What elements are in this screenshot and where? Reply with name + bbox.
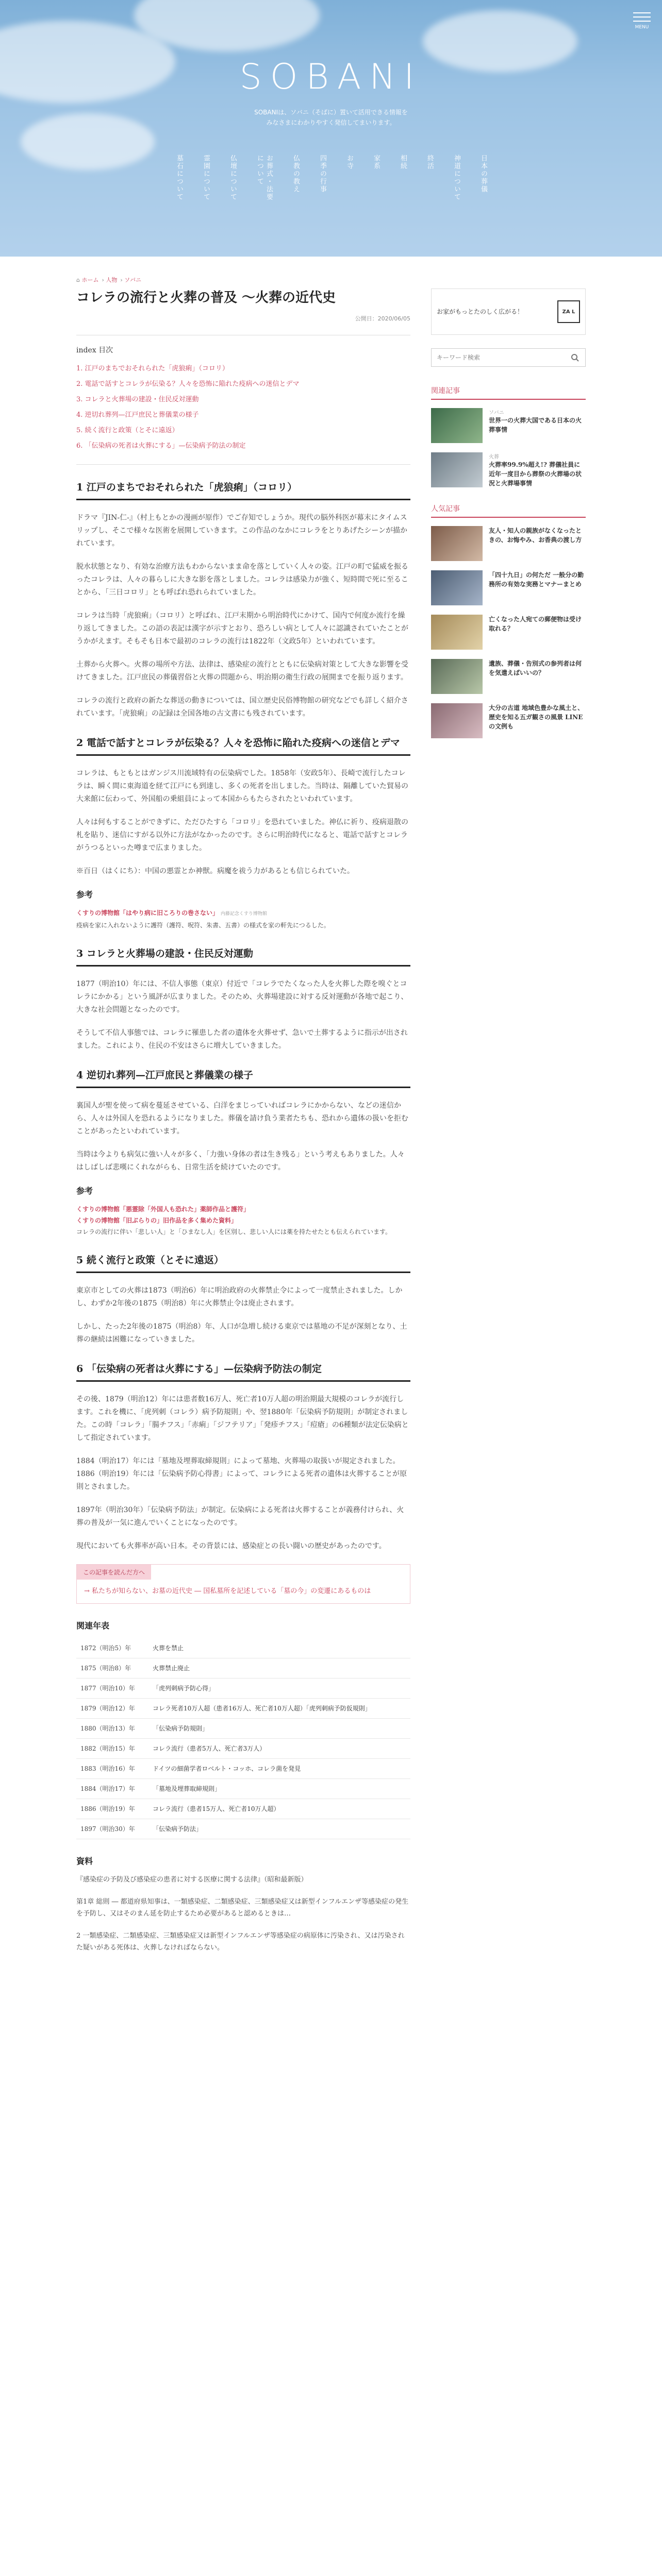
hamburger-icon	[633, 12, 651, 13]
article	[76, 289, 410, 1964]
ad-banner[interactable]	[431, 289, 586, 335]
reference-source: 内藤記念くすり博物館	[220, 911, 267, 917]
thumbnail	[431, 526, 483, 561]
thumbnail	[431, 570, 483, 605]
paragraph: 裏国人が聖を使って病を蔓延させている、白洋をまじっていればコレラにかからない、などの迷信から、人々は外国人を恐れるようになりました。葬儀を請け負う業者たちも、恐れから遺体の扱いを拒むことがあったといわれています。	[76, 1101, 408, 1136]
reference-block	[76, 907, 410, 931]
paragraph: 脱水状態となり、有効な治療方法もわからないまま命を落としていく人々の姿。江戸の町で猛威を振るったコレラは、人々の暮らしに大きな影を落としました。コレラは感染力が強く、短時間で死に至ることから、「三日コロリ」とも呼ばれ恐れられていました。	[76, 563, 408, 597]
breadcrumb-sub[interactable]: ソバニ	[124, 277, 142, 283]
popular-card[interactable]: 友人・知人の親族がなくなったときの、お悔やみ、お香典の渡し方	[431, 526, 586, 561]
site-logo[interactable]: SOBANI	[239, 57, 423, 97]
nav-item[interactable]: 日本の葬儀	[479, 155, 487, 193]
reference-text: コレラの流行に伴い「悲しい人」と「ひまなし人」を区別し、悲しい人には薬を持たせたとも伝えられています。	[76, 1228, 392, 1235]
paragraph: その後、1879（明治12）年には患者数16万人、死亡者10万人超の明治期最大規模のコレラが流行します。これを機に、「虎列刺（コレラ）病予防規則」や、翌1880年「伝染病予防規則」が制定されました。この時「コレラ」「腸チフス」「赤痢」「ジフテリア」「発疹チフス」「痘瘡」の6種類が法定伝染病として指定されています。	[76, 1395, 409, 1442]
popular-card[interactable]: 大分の古道 地域色豊かな風土と、歴史を知る五ガ観さの風景 LINEの文例も	[431, 703, 586, 738]
table-row: 1877（明治10）年 「虎列刺病予防心得」	[76, 1679, 410, 1699]
nav-item[interactable]: 神道について	[453, 155, 460, 201]
toc-link[interactable]: 2. 電話で話すとコレラが伝染る？人々を恐怖に陥れた疫病への迷信とデマ	[76, 380, 300, 388]
table-row: 1880（明治13）年 「伝染病予防規則」	[76, 1719, 410, 1739]
section-heading: 5 続く流行と政策（とそに遠返）	[76, 1253, 410, 1273]
related-heading: 関連記事	[431, 385, 586, 400]
table-row: 1872（明治5）年 火葬を禁止	[76, 1638, 410, 1658]
paragraph: 1877（明治10）年には、不信人事態（東京）付近で「コレラでたくなった人を火葬した際を嗅ぐとコレラにかかる」という風評が広まりました。そのため、火葬場建設に対する反対運動が各地で起こり、大きな社会問題となったのです。	[76, 980, 408, 1014]
reference-text: 疫病を家に入れないように護符（護符、呪符、朱書、五書）の様式を家の軒先につるした。	[76, 922, 330, 929]
popular-heading: 人気記事	[431, 503, 586, 518]
history-table	[76, 1638, 410, 1839]
nav-item[interactable]: 仏教の教え	[292, 155, 300, 193]
sidebar	[431, 289, 586, 748]
nav-item[interactable]: お寺	[345, 155, 353, 170]
table-of-contents	[76, 335, 410, 465]
breadcrumb: ⌂ ホーム › 人物 › ソバニ	[76, 277, 142, 283]
section-heading: 2 電話で話すとコレラが伝染る？人々を恐怖に陥れた疫病への迷信とデマ	[76, 736, 410, 756]
paragraph: ドラマ『JIN-仁-』（村上もとかの漫画が原作）でご存知でしょうか。現代の脳外科医が幕末にタイムスリップし、そこで様々な医術を展開していきます。この作品のなかにコレラをとりあげたシーンが描かれています。	[76, 514, 408, 548]
breadcrumb-category[interactable]: 人物	[106, 277, 118, 283]
nav-item[interactable]: 相続	[399, 155, 407, 170]
related-box-label: この記事を読んだ方へ	[77, 1565, 151, 1580]
table-row: 1883（明治16）年 ドイツの細菌学者ロベルト・コッホ、コレラ菌を発見	[76, 1759, 410, 1779]
reference-block	[76, 1204, 410, 1238]
section-heading: 6 「伝染病の死者は火葬にする」—伝染病予防法の制定	[76, 1362, 410, 1382]
breadcrumb-home[interactable]: ホーム	[81, 277, 99, 283]
reference-heading: 参考	[76, 1186, 93, 1196]
menu-label: MENU	[635, 25, 649, 30]
nav-item[interactable]: お葬式・法要について	[256, 155, 273, 201]
toc-title: index 目次	[76, 346, 113, 354]
source-item: 第1章 総則 ― 都道府県知事は、一類感染症、二類感染症、三類感染症又は新型インフルエンザ等感染症の発生を予防し、又はそのまん延を防止するため必要があると認めるときは…	[76, 1898, 409, 1918]
paragraph: 土葬から火葬へ。火葬の場所や方法、法律は、感染症の流行とともに伝染病対策として大きな影響を受けてきました。江戸庶民の葬儀習俗と火葬の問題から、明治期の衛生行政の展開までを振り返ります。	[76, 660, 408, 682]
hero-banner	[0, 0, 662, 257]
paragraph: 1884（明治17）年には「墓地及埋葬取締規則」によって墓地、火葬場の取扱いが規定されました。1886（明治19）年には「伝染病予防心得書」によって、コレラによる死者の遺体は火葬することが原則とされました。	[76, 1457, 407, 1491]
paragraph: そうして不信人事態では、コレラに罹患した者の遺体を火葬せず、急いで土葬するように指示が出されました。これにより、住民の不安はさらに増大していきました。	[76, 1029, 408, 1050]
reference-link[interactable]: くすりの博物館「旧ぶらりの」旧作品を多く集めた資料」	[76, 1217, 238, 1224]
search-box	[431, 348, 586, 367]
toc-link[interactable]: 4. 逆切れ葬列—江戸庶民と葬儀業の様子	[76, 411, 199, 419]
reference-link[interactable]: くすりの博物館「はやり病に旧ころりの巻さない」	[76, 909, 219, 917]
nav-item[interactable]: 家系	[372, 155, 380, 170]
popular-card[interactable]: 亡くなった人宛ての郵便物は受け取れる？	[431, 615, 586, 650]
history-title: 関連年表	[76, 1621, 110, 1631]
paragraph: コレラは当時「虎狼痢」（コロリ）と呼ばれ、江戸末期から明治時代にかけて、国内で何度か流行を繰り返してきました。この語の表記は漢字が示すとおり、恐ろしい病として人々に認識されていたことがうかがえます。そもそも日本で最初のコレラの流行は1822年（文政5年）といわれています。	[76, 612, 408, 646]
paragraph: ※百日（はくにち）：中国の悪霊とか神獣。病魔を祓う力があるとも信じられていた。	[76, 867, 354, 875]
reference-heading: 参考	[76, 890, 93, 900]
toc-link[interactable]: 1. 江戸のまちでおそれられた「虎狼痢」（コロリ）	[76, 365, 229, 372]
toc-link[interactable]: 5. 続く流行と政策（とそに遠返）	[76, 427, 179, 434]
nav-item[interactable]: 墓石について	[175, 155, 183, 201]
related-card[interactable]: ソバニ 世界一の火葬大国である日本の火葬事情	[431, 408, 586, 443]
thumbnail	[431, 703, 483, 738]
thumbnail	[431, 615, 483, 650]
tagline-line-1: SOBANIは、ソバニ（そばに）置いて活用できる情報を	[254, 109, 408, 116]
paragraph: 現代においても火葬率が高い日本。その背景には、感染症との長い闘いの歴史があったのです。	[76, 1542, 386, 1550]
ad-text: お家がもっとたのしく広がる！	[437, 308, 524, 315]
toc-link[interactable]: 6. 「伝染病の死者は火葬にする」—伝染病予防法の制定	[76, 442, 246, 450]
thumbnail	[431, 408, 483, 443]
paragraph: しかし、たった2年後の1875（明治8）年、人口が急増し続ける東京では墓地の不足が深刻となり、土葬の継続は困難になっていきました。	[76, 1323, 407, 1344]
tagline-line-2: みなさまにわかりやすく発信してまいります。	[266, 119, 396, 126]
nav-item[interactable]: 四季の行事	[319, 155, 326, 193]
related-card[interactable]: 火葬 火葬率99.9%超え!? 葬儀社員に近年一度目から葬祭の火葬場の状況と火葬場事情	[431, 452, 586, 488]
related-article-box	[76, 1564, 410, 1604]
sources-list	[76, 1874, 410, 1954]
paragraph: コレラの流行と政府の新たな葬送の動きについては、国立歴史民俗博物館の研究などでも詳しく紹介されています。「虎狼痢」の記録は全国各地の古文書にも残されています。	[76, 697, 408, 718]
search-input[interactable]	[432, 349, 565, 366]
sources-title: 資料	[76, 1856, 93, 1866]
menu-button[interactable]	[633, 9, 651, 30]
paragraph: コレラは、もともとはガンジス川流域特有の伝染病でした。1858年（安政5年）、長崎で流行したコレラは、瞬く間に東海道を経て江戸にも到達し、多くの死者を出しました。当時は、隔離していた貿易の大来館に伝わって、外国船の乗組員によって本国からもたらされたといわれています。	[76, 769, 408, 803]
publish-date: 公開日：2020/06/05	[355, 315, 410, 322]
thumbnail	[431, 659, 483, 694]
table-row: 1882（明治15）年 コレラ流行（患者5万人、死亡者3万人）	[76, 1739, 410, 1759]
table-row: 1897（明治30）年 「伝染病予防法」	[76, 1819, 410, 1839]
reference-link[interactable]: くすりの博物館「悪霊除「外国人も恐れた」薬師作品と護符」	[76, 1206, 250, 1213]
thumbnail	[431, 452, 483, 487]
nav-item[interactable]: 霊園について	[202, 155, 210, 201]
popular-card[interactable]: 「四十九日」の何ただ 一般分の勤務所の有効な実務とマナーまとめ	[431, 570, 586, 605]
section-heading: 3 コレラと火葬場の建設・住民反対運動	[76, 946, 410, 967]
source-item: 『感染症の予防及び感染症の患者に対する医療に関する法律』（昭和最新版）	[76, 1876, 308, 1884]
toc-link[interactable]: 3. コレラと火葬場の建設・住民反対運動	[76, 396, 199, 403]
paragraph: 1897年（明治30年）「伝染病予防法」が制定。伝染病による死者は火葬することが義務付けられ、火葬の普及が一気に進んでいくことになったのです。	[76, 1506, 404, 1527]
table-row: 1875（明治8）年 火葬禁止廃止	[76, 1658, 410, 1679]
table-row: 1886（明治19）年 コレラ流行（患者15万人、死亡者10万人超）	[76, 1799, 410, 1819]
page-title: コレラの流行と火葬の普及 ～火葬の近代史	[76, 290, 336, 306]
paragraph: 当時は今よりも病気に強い人々が多く、「力強い身体の者は生き残る」という考えもありました。人々はしばしば悲嘆にくれながらも、日常生活を続けていたのです。	[76, 1150, 405, 1172]
ad-logo: ZA L	[557, 300, 580, 323]
paragraph: 人々は何もすることができずに、ただひたすら「コロリ」を恐れていました。神仏に祈り、疫病退散の札を貼り、迷信にすがる以外に方法がなかったのです。さらに明治時代になると、電話で話すとコレラがうつるといった噂まで広まりました。	[76, 818, 408, 852]
section-heading: 1 江戸のまちでおそれられた「虎狼痢」（コロリ）	[76, 480, 410, 500]
paragraph: 東京市としての火葬は1873（明治6）年に明治政府の火葬禁止令によって一度禁止されました。しかし、わずか2年後の1875（明治8）年に火葬禁止令は廃止されます。	[76, 1286, 403, 1308]
home-icon: ⌂	[76, 277, 80, 283]
section-heading: 4 逆切れ葬列—江戸庶民と葬儀業の様子	[76, 1068, 410, 1088]
table-row: 1884（明治17）年 「墓地及埋葬取締規則」	[76, 1779, 410, 1799]
main-nav	[0, 155, 662, 206]
popular-card[interactable]: 遺族、葬儀・告別式の参列者は何を気遣えばいいの？	[431, 659, 586, 694]
related-article-link[interactable]: → 私たちが知らない、お墓の近代史 ― 国私墓所を記述している「墓の今」の変遷にあるものは	[84, 1587, 371, 1595]
search-button[interactable]	[565, 349, 585, 366]
source-item: 2 一類感染症、二類感染症、三類感染症又は新型インフルエンザ等感染症の病原体に汚染され、又は汚染された疑いがある死体は、火葬しなければならない。	[76, 1932, 405, 1952]
search-icon	[571, 353, 579, 362]
table-row: 1879（明治12）年 コレラ死者10万人超（患者16万人、死亡者10万人超）「虎列刺病予防仮規則」	[76, 1699, 410, 1719]
nav-item[interactable]: 仏壇について	[229, 155, 237, 201]
nav-item[interactable]: 終活	[426, 155, 434, 170]
